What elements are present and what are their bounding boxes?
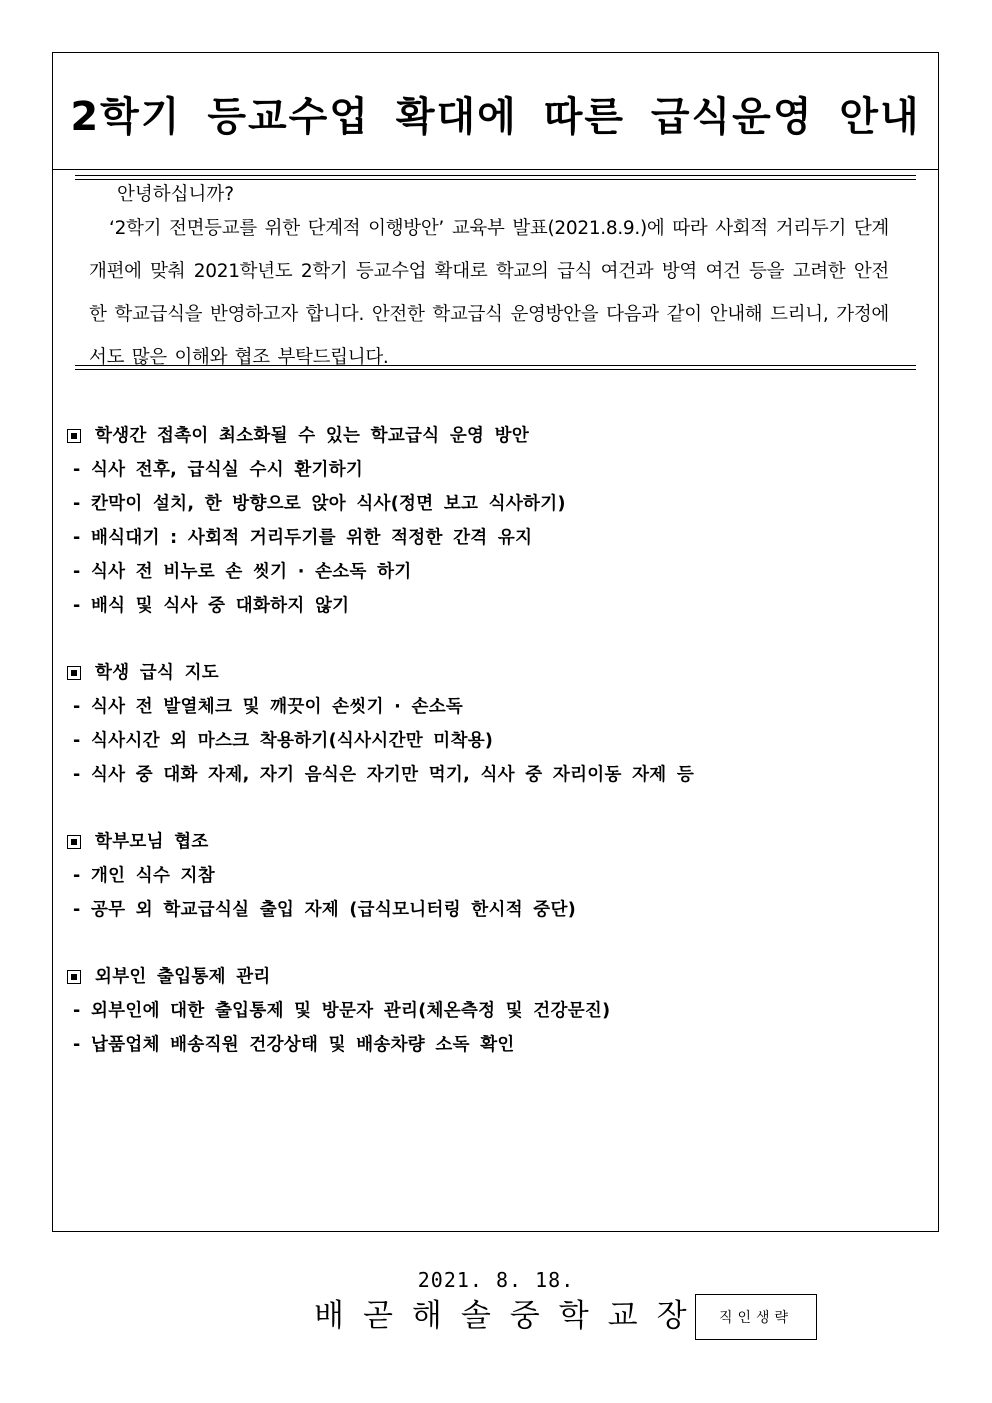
section-student-guidance xyxy=(65,656,925,792)
section-heading xyxy=(65,656,925,690)
intro-paragraph: ‘2학기 전면등교를 위한 단계적 이행방안’ 교육부 발표(2021.8.9.)에 따라 사회적 거리두기 단계 개편에 맞춰 2021학년도 2학기 등교수업 확대로 학교의 급식 여건과 방역 여건 등을 고려한 안전한 학교급식을 반영하고자 합니다. 안전한 학교급식 운영방안을 다음과 같이 안내해 드리니, 가정에서도 많은 이해와 협조 부탁드립니다. xyxy=(89,218,889,368)
list-item: - 배식 및 식사 중 대화하지 않기 xyxy=(73,596,350,616)
intro-block xyxy=(89,183,889,379)
section-heading-text: 학생간 접촉이 최소화될 수 있는 학교급식 운영 방안 xyxy=(95,426,530,446)
list-item: - 배식대기 : 사회적 거리두기를 위한 적정한 간격 유지 xyxy=(73,528,533,548)
sections-list xyxy=(65,419,925,1095)
document-date: 2021. 8. 18. xyxy=(417,1268,575,1292)
list-item: - 공무 외 학교급식실 출입 자제 (급식모니터링 한시적 중단) xyxy=(73,900,577,920)
section-heading-text: 외부인 출입통제 관리 xyxy=(95,967,271,987)
section-heading xyxy=(65,419,925,453)
intro-bottom-rule xyxy=(75,365,916,370)
list-item: - 외부인에 대한 출입통제 및 방문자 관리(체온측정 및 건강문진) xyxy=(73,1001,611,1021)
section-parent-cooperation xyxy=(65,825,925,927)
seal-omitted-box: 직인생략 xyxy=(695,1294,817,1340)
square-bullet-icon xyxy=(67,666,81,680)
list-item: - 식사 전 발열체크 및 깨끗이 손씻기 · 손소독 xyxy=(73,697,464,717)
section-heading xyxy=(65,825,925,859)
square-bullet-icon xyxy=(67,835,81,849)
section-heading-text: 학생 급식 지도 xyxy=(95,663,220,683)
list-item: - 식사시간 외 마스크 착용하기(식사시간만 미착용) xyxy=(73,731,494,751)
list-item: - 칸막이 설치, 한 방향으로 앉아 식사(정면 보고 식사하기) xyxy=(73,494,566,514)
list-item: - 식사 전 비누로 손 씻기 · 손소독 하기 xyxy=(73,562,412,582)
list-item: - 식사 전후, 급식실 수시 환기하기 xyxy=(73,460,364,480)
document-title: 2학기 등교수업 확대에 따른 급식운영 안내 xyxy=(70,93,921,140)
section-visitor-control xyxy=(65,960,925,1062)
title-box xyxy=(53,53,938,170)
square-bullet-icon xyxy=(67,429,81,443)
square-bullet-icon xyxy=(67,970,81,984)
intro-greeting: 안녕하십니까? xyxy=(117,184,235,205)
principal-signature: 배곧해솔중학교장 xyxy=(314,1298,706,1334)
list-item: - 개인 식수 지참 xyxy=(73,866,215,886)
section-heading-text: 학부모님 협조 xyxy=(95,832,209,852)
section-meal-operation xyxy=(65,419,925,623)
list-item: - 납품업체 배송직원 건강상태 및 배송차량 소독 확인 xyxy=(73,1035,515,1055)
list-item: - 식사 중 대화 자제, 자기 음식은 자기만 먹기, 식사 중 자리이동 자제 등 xyxy=(73,765,695,785)
section-heading xyxy=(65,960,925,994)
document-frame xyxy=(52,52,939,1232)
intro-top-rule xyxy=(75,175,916,180)
